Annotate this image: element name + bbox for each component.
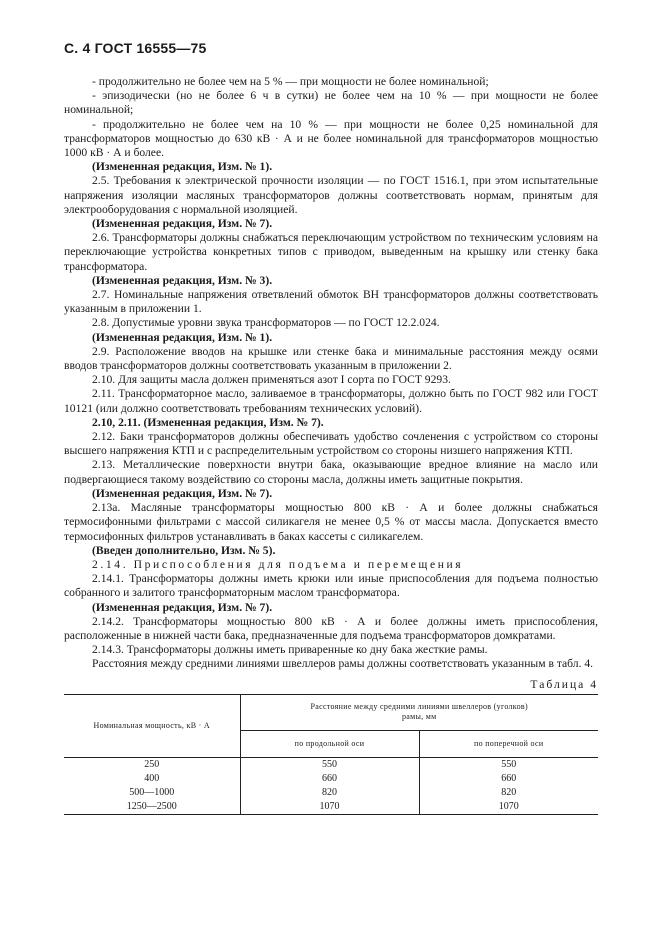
paragraph: 2.14.1. Трансформаторы должны иметь крюки или иные приспособления для подъема полностью собранного и залитого трансформаторным маслом трансформатора.: [64, 572, 598, 600]
paragraph: 2.14.3. Трансформаторы должны иметь приваренные ко дну бака жесткие рамы.: [92, 643, 488, 657]
table-4: [64, 694, 598, 815]
cell-power: 400: [144, 773, 160, 784]
cell-power: 500—1000: [129, 787, 175, 798]
table-caption: Таблица 4: [530, 678, 598, 691]
paragraph: 2.11. Трансформаторное масло, заливаемое в трансформаторы, должно быть по ГОСТ 982 или ГОСТ 10121 (или должно соответствовать требованиям технических условий).: [64, 387, 598, 415]
cell-long: 660: [240, 772, 419, 786]
amendment-note: (Измененная редакция, Изм. № 7).: [92, 217, 273, 231]
amendment-note: (Измененная редакция, Изм. № 7).: [92, 486, 273, 500]
table-body: [64, 758, 598, 815]
table-row: [64, 800, 598, 815]
paragraph: - эпизодически (но не более 6 ч в сутки) не более чем на 10 % — при мощности не более номинальной;: [64, 89, 598, 117]
table-row: [64, 758, 598, 773]
amendment-note: 2.10, 2.11. (Измененная редакция, Изм. № 7).: [92, 415, 324, 429]
table-row: [64, 772, 598, 786]
amendment-note: (Введен дополнительно, Изм. № 5).: [92, 543, 276, 557]
paragraph: Расстояния между средними линиями швеллеров рамы должны соответствовать указанным в табл. 4.: [92, 657, 594, 671]
paragraph: - продолжительно не более чем на 5 % — при мощности не более номинальной;: [92, 75, 489, 88]
amendment-note: (Измененная редакция, Изм. № 3).: [92, 273, 273, 287]
section-heading: 2.14. Приспособления для подъема и перемещения: [92, 557, 464, 571]
paragraph: 2.14.2. Трансформаторы мощностью 800 кВ · А и более должны иметь приспособления, расположенные в нижней части бака, предназначенные для подъема трансформаторов домкратами.: [64, 614, 598, 642]
header-longitudinal: по продольной оси: [240, 730, 419, 757]
cell-trans: 660: [419, 772, 598, 786]
cell-power: 1250—2500: [64, 800, 240, 815]
amendment-note: (Измененная редакция, Изм. № 1).: [92, 160, 273, 174]
paragraph: 2.8. Допустимые уровни звука трансформаторов — по ГОСТ 12.2.024.: [92, 316, 440, 330]
cell-long: 1070: [240, 800, 419, 815]
paragraph: 2.10. Для защиты масла должен применяться азот I сорта по ГОСТ 9293.: [92, 373, 451, 387]
paragraph: 2.13а. Масляные трансформаторы мощностью 800 кВ · А и более должны снабжаться термосифонными фильтрами с массой силикагеля не менее 0,5 % от массы масла. Допускается вместо термосифонных фильтров устанавливать в баках кассеты с силикагелем.: [64, 501, 598, 543]
page-header: С. 4 ГОСТ 16555—75: [64, 40, 207, 56]
paragraph: 2.6. Трансформаторы должны снабжаться переключающим устройством по техническим условиям на переключающие устройства конкретных типов с приводом, выведенным на крышку или стенку бака трансформатора.: [64, 231, 598, 273]
amendment-note: (Измененная редакция, Изм. № 7).: [92, 600, 273, 614]
paragraph: 2.13. Металлические поверхности внутри бака, оказывающие вредное влияние на масло или подвергающиеся такому воздействию со стороны масла, должны иметь защитные покрытия.: [64, 458, 598, 486]
table-row: [64, 786, 598, 800]
paragraph: 2.12. Баки трансформаторов должны обеспечивать удобство сочленения с устройством со стороны высшего напряжения КТП и с распределительным устройством со стороны низшего напряжения КТП.: [64, 430, 598, 458]
cell-trans: 1070: [419, 800, 598, 815]
header-distance-group: Расстояние между средними линиями швеллеров (уголков) рамы, мм: [240, 695, 598, 731]
body-text: [64, 75, 598, 672]
paragraph: - продолжительно не более чем на 10 % — при мощности не более 0,25 номинальной для трансформаторов мощностью до 630 кВ · А и не более номинальной для трансформаторов мощностью 1000 кВ · А и более.: [64, 117, 598, 160]
cell-power: 250: [144, 759, 160, 770]
cell-long: 820: [240, 786, 419, 800]
header-power: Номинальная мощность, кВ · А: [64, 695, 240, 758]
cell-trans: 820: [419, 786, 598, 800]
cell-trans: 550: [419, 758, 598, 773]
amendment-note: (Измененная редакция, Изм. № 1).: [92, 330, 273, 344]
paragraph: 2.9. Расположение вводов на крышке или стенке бака и минимальные расстояния между осями вводов трансформаторов должны соответствовать указанным в приложении 2.: [64, 344, 598, 373]
paragraph: 2.7. Номинальные напряжения ответвлений обмоток ВН трансформаторов должны соответствовать указанным в приложении 1.: [64, 288, 598, 316]
header-transverse: по поперечной оси: [419, 730, 598, 757]
paragraph: 2.5. Требования к электрической прочности изоляции — по ГОСТ 1516.1, при этом испытательные напряжения изоляции масляных трансформаторов должны соответствовать нормам, принятым для электрооборудования с нормальной изоляцией.: [64, 174, 598, 216]
cell-long: 550: [240, 758, 419, 773]
